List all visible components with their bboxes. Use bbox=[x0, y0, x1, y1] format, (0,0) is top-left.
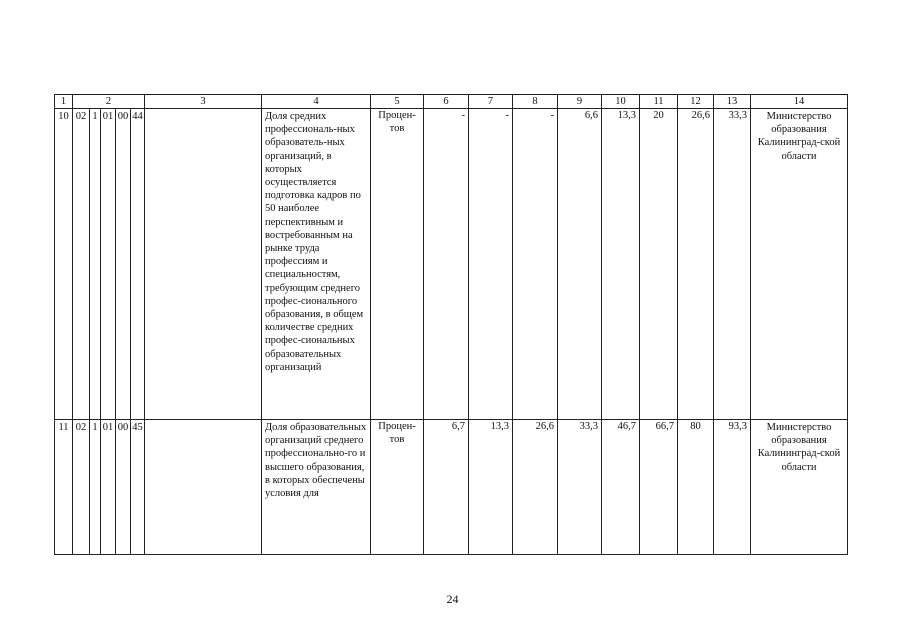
code-part: 1 bbox=[90, 109, 101, 420]
col-header-12: 12 bbox=[678, 95, 714, 109]
col-header-10: 10 bbox=[602, 95, 640, 109]
value-cell: 13,3 bbox=[469, 420, 513, 555]
value-cell: 46,7 bbox=[602, 420, 640, 555]
code-part: 45 bbox=[131, 420, 145, 555]
col-header-9: 9 bbox=[558, 95, 602, 109]
col-header-6: 6 bbox=[424, 95, 469, 109]
value-cell: 66,7 bbox=[640, 420, 678, 555]
code-part: 02 bbox=[73, 420, 90, 555]
col-header-4: 4 bbox=[262, 95, 371, 109]
code-part: 01 bbox=[101, 109, 116, 420]
value-cell: 6,6 bbox=[558, 109, 602, 420]
unit-cell: Процен-тов bbox=[371, 420, 424, 555]
value-cell: 26,6 bbox=[678, 109, 714, 420]
value-cell: 93,3 bbox=[714, 420, 751, 555]
table-row bbox=[55, 109, 848, 420]
col-header-8: 8 bbox=[513, 95, 558, 109]
col3-cell bbox=[145, 109, 262, 420]
responsible-ministry: Министерство образования Калининград-ской области bbox=[751, 109, 848, 420]
col-header-14: 14 bbox=[751, 95, 848, 109]
table-row bbox=[55, 420, 848, 555]
value-cell: 33,3 bbox=[558, 420, 602, 555]
value-cell: 6,7 bbox=[424, 420, 469, 555]
code-part: 44 bbox=[131, 109, 145, 420]
value-cell: - bbox=[424, 109, 469, 420]
page-number: 24 bbox=[446, 592, 459, 606]
value-cell: 80 bbox=[678, 420, 714, 555]
col-header-13: 13 bbox=[714, 95, 751, 109]
col-header-5: 5 bbox=[371, 95, 424, 109]
code-part: 00 bbox=[116, 109, 131, 420]
value-cell: 20 bbox=[640, 109, 678, 420]
row-number: 10 bbox=[55, 109, 73, 420]
indicator-description: Доля средних профессиональ-ных образователь-ных организаций, в которых осуществляется подготовка кадров по 50 наиболее перспективным и востребованным на рынке труда профессиям и специальностям, требующим среднего профес-сионального образования, в общем количестве средних профес-сиональных образовательных организаций bbox=[262, 109, 371, 420]
code-part: 01 bbox=[101, 420, 116, 555]
col-header-7: 7 bbox=[469, 95, 513, 109]
code-part: 1 bbox=[90, 420, 101, 555]
value-cell: 26,6 bbox=[513, 420, 558, 555]
value-cell: - bbox=[469, 109, 513, 420]
col-header-11: 11 bbox=[640, 95, 678, 109]
responsible-ministry: Министерство образования Калининград-ской области bbox=[751, 420, 848, 555]
indicator-table bbox=[54, 94, 848, 555]
indicator-description: Доля образовательных организаций среднего профессионально-го и высшего образования, в которых обеспечены условия для bbox=[262, 420, 371, 555]
row-number: 11 bbox=[55, 420, 73, 555]
col-header-1: 1 bbox=[55, 95, 73, 109]
col-header-2: 2 bbox=[73, 95, 145, 109]
value-cell: - bbox=[513, 109, 558, 420]
unit-cell: Процен-тов bbox=[371, 109, 424, 420]
value-cell: 13,3 bbox=[602, 109, 640, 420]
code-part: 02 bbox=[73, 109, 90, 420]
code-part: 00 bbox=[116, 420, 131, 555]
col-header-3: 3 bbox=[145, 95, 262, 109]
value-cell: 33,3 bbox=[714, 109, 751, 420]
col3-cell bbox=[145, 420, 262, 555]
header-row bbox=[55, 95, 848, 109]
